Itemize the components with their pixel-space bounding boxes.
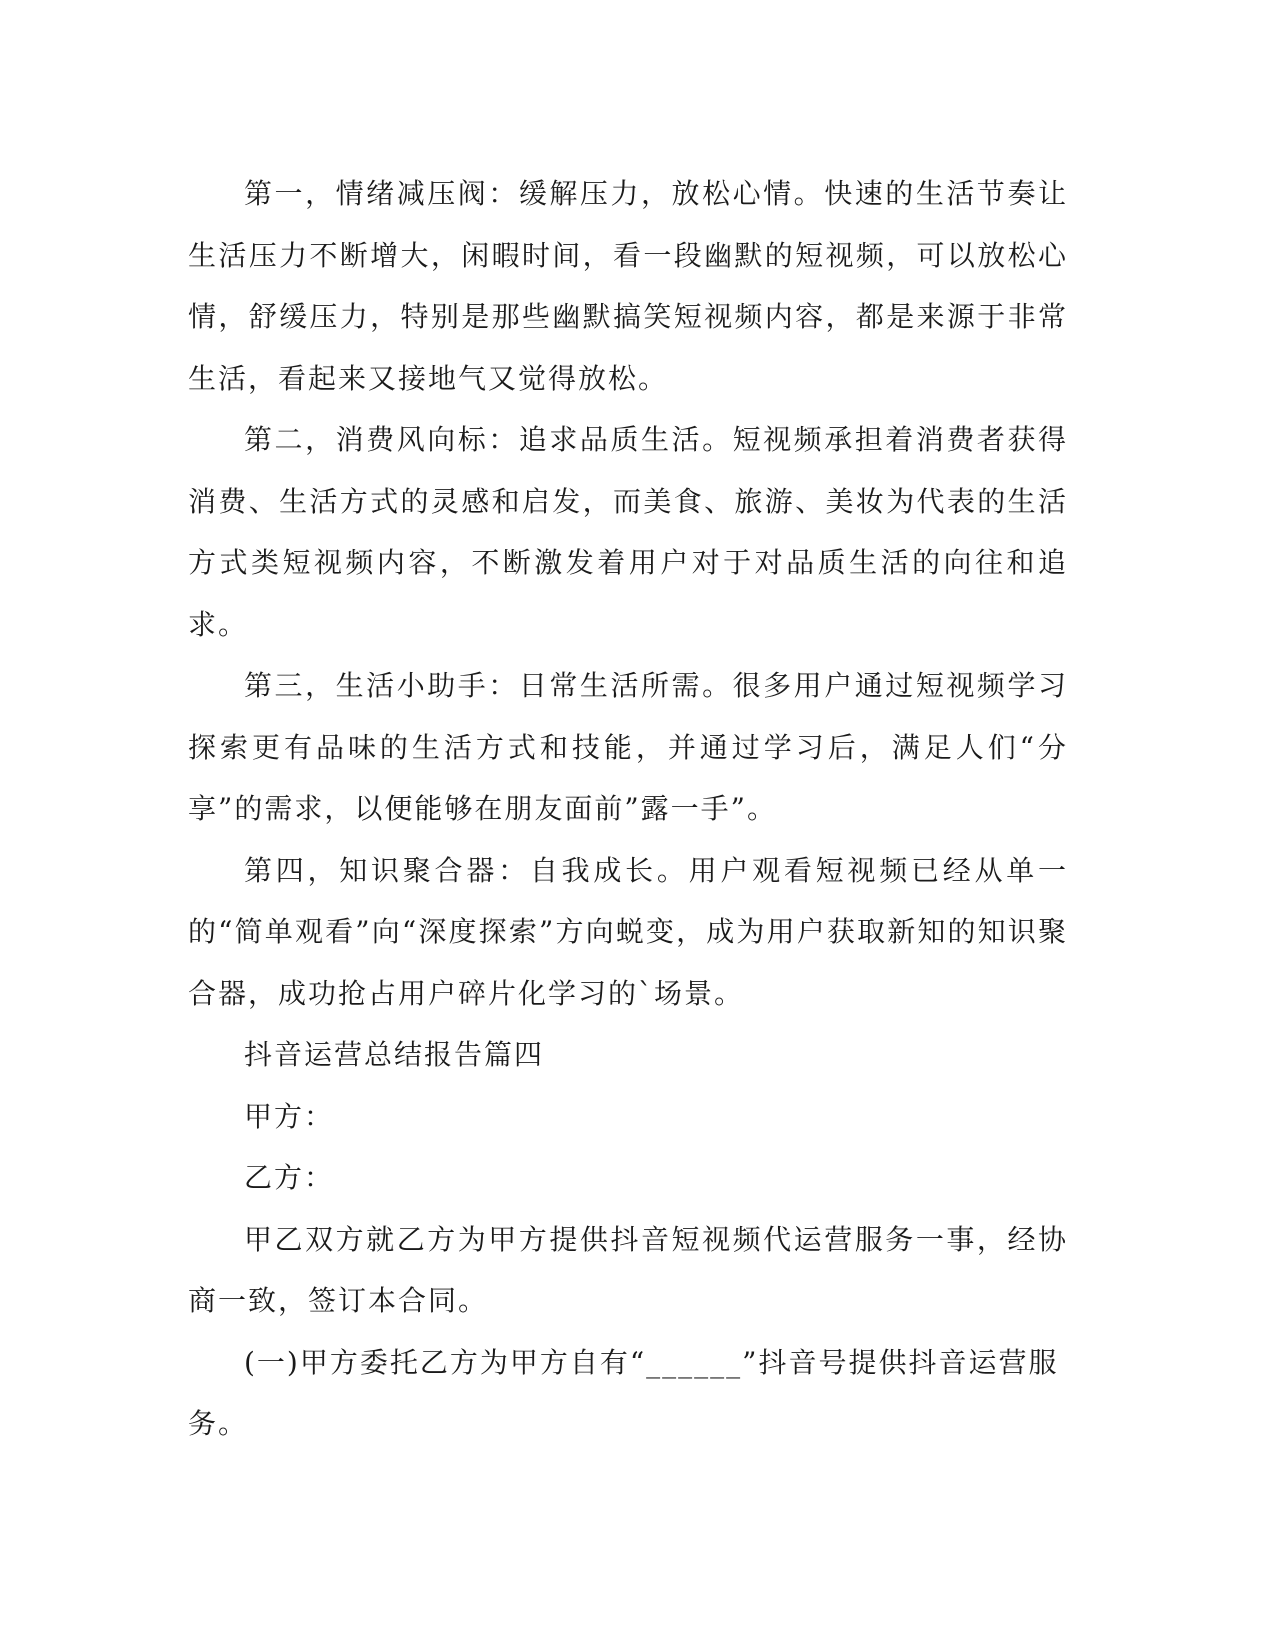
paragraph-consumption-trend: 第二，消费风向标：追求品质生活。短视频承担着消费者获得消费、生活方式的灵感和启发，而美食、旅游、美妆为代表的生活方式类短视频内容，不断激发着用户对于对品质生活的向往和追求。 (188, 423, 1068, 641)
section-heading: 抖音运营总结报告篇四 (244, 1038, 545, 1071)
contract-clause-1: (一)甲方委托乙方为甲方自有“______”抖音号提供抖音运营服务。 (188, 1345, 1059, 1440)
document-body (188, 163, 1068, 1455)
paragraph-emotional-relief: 第一，情绪减压阀：缓解压力，放松心情。快速的生活节奏让生活压力不断增大，闲暇时间，看一段幽默的短视频，可以放松心情，舒缓压力，特别是那些幽默搞笑短视频内容，都是来源于非常生活，看起来又接地气又觉得放松。 (188, 177, 1068, 395)
paragraph-life-helper: 第三，生活小助手：日常生活所需。很多用户通过短视频学习探索更有品味的生活方式和技能，并通过学习后，满足人们“分享”的需求，以便能够在朋友面前”露一手”。 (188, 669, 1068, 825)
paragraph-knowledge-aggregator: 第四，知识聚合器：自我成长。用户观看短视频已经从单一的“简单观看”向“深度探索”方向蜕变，成为用户获取新知的知识聚合器，成功抢占用户碎片化学习的`场景。 (188, 853, 1068, 1010)
party-a-label: 甲方： (244, 1099, 335, 1133)
contract-intro: 甲乙双方就乙方为甲方提供抖音短视频代运营服务一事，经协商一致，签订本合同。 (188, 1222, 1068, 1317)
party-b-label: 乙方： (244, 1161, 335, 1194)
